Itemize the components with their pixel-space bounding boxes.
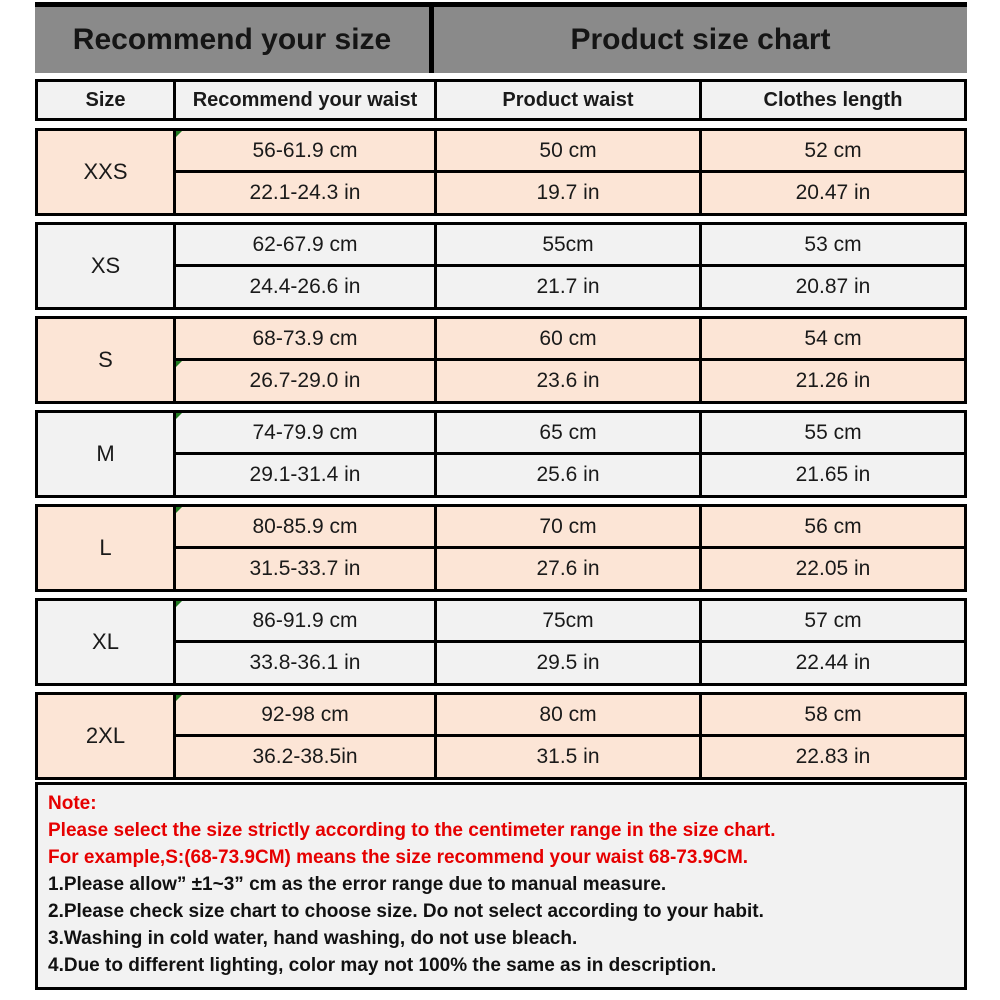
cell-length-cm: 57 cm (702, 601, 964, 640)
note-line-5: 3.Washing in cold water, hand washing, do not use bleach. (48, 928, 578, 949)
cell-product-cm: 70 cm (437, 507, 699, 546)
size-label: 2XL (38, 695, 173, 777)
col-header-clothes-length: Clothes length (702, 82, 964, 118)
size-label: XXS (38, 131, 173, 213)
cell-product-in: 19.7 in (437, 173, 699, 213)
size-label: XS (38, 225, 173, 307)
cell-product-cm: 65 cm (437, 413, 699, 452)
cell-length-cm: 52 cm (702, 131, 964, 170)
cell-length-cm: 53 cm (702, 225, 964, 264)
col-header-product-waist: Product waist (437, 82, 699, 118)
column-header-row (35, 79, 967, 121)
cell-waist-cm: 62-67.9 cm (176, 225, 434, 264)
cell-product-in: 27.6 in (437, 549, 699, 589)
cell-product-cm: 55cm (437, 225, 699, 264)
cell-waist-in: 36.2-38.5in (176, 737, 434, 777)
note-title: Note: (48, 793, 97, 814)
cell-product-cm: 50 cm (437, 131, 699, 170)
size-row-xl (35, 598, 967, 686)
cell-product-in: 23.6 in (437, 361, 699, 401)
cell-waist-in: 33.8-36.1 in (176, 643, 434, 683)
cell-waist-cm: 56-61.9 cm (176, 131, 434, 170)
cell-waist-in: 24.4-26.6 in (176, 267, 434, 307)
size-label: XL (38, 601, 173, 683)
cell-length-cm: 55 cm (702, 413, 964, 452)
size-label: S (38, 319, 173, 401)
cell-product-cm: 75cm (437, 601, 699, 640)
size-label: L (38, 507, 173, 589)
cell-waist-cm: 74-79.9 cm (176, 413, 434, 452)
size-row-xxs (35, 128, 967, 216)
col-header-recommend-waist: Recommend your waist (176, 82, 434, 118)
size-row-xs (35, 222, 967, 310)
header-recommend-your-size: Recommend your size (35, 7, 434, 73)
cell-waist-in: 29.1-31.4 in (176, 455, 434, 495)
cell-product-in: 29.5 in (437, 643, 699, 683)
cell-waist-cm: 80-85.9 cm (176, 507, 434, 546)
cell-waist-in: 26.7-29.0 in (176, 361, 434, 401)
cell-waist-in: 22.1-24.3 in (176, 173, 434, 213)
cell-length-in: 20.87 in (702, 267, 964, 307)
size-row-m (35, 410, 967, 498)
cell-length-cm: 58 cm (702, 695, 964, 734)
cell-length-in: 22.83 in (702, 737, 964, 777)
note-line-1: Please select the size strictly according to the centimeter range in the size chart. (48, 820, 776, 841)
cell-length-in: 22.05 in (702, 549, 964, 589)
col-header-size: Size (38, 82, 173, 118)
cell-length-in: 20.47 in (702, 173, 964, 213)
cell-length-in: 21.26 in (702, 361, 964, 401)
note-line-4: 2.Please check size chart to choose size. Do not select according to your habit. (48, 901, 764, 922)
cell-product-cm: 60 cm (437, 319, 699, 358)
header-product-size-chart: Product size chart (570, 23, 831, 56)
note-line-2: For example,S:(68-73.9CM) means the size recommend your waist 68-73.9CM. (48, 847, 749, 868)
cell-length-in: 22.44 in (702, 643, 964, 683)
cell-length-cm: 54 cm (702, 319, 964, 358)
cell-waist-cm: 92-98 cm (176, 695, 434, 734)
cell-waist-cm: 86-91.9 cm (176, 601, 434, 640)
cell-product-in: 25.6 in (437, 455, 699, 495)
cell-product-in: 21.7 in (437, 267, 699, 307)
note-line-6: 4.Due to different lighting, color may not 100% the same as in description. (48, 955, 717, 976)
cell-waist-cm: 68-73.9 cm (176, 319, 434, 358)
size-chart (35, 2, 967, 990)
main-header-row (35, 2, 967, 73)
cell-length-in: 21.65 in (702, 455, 964, 495)
note-line-3: 1.Please allow” ±1~3” cm as the error range due to manual measure. (48, 874, 667, 895)
note-box (35, 782, 967, 990)
size-label: M (38, 413, 173, 495)
size-row-l (35, 504, 967, 592)
size-row-s (35, 316, 967, 404)
cell-product-in: 31.5 in (437, 737, 699, 777)
cell-length-cm: 56 cm (702, 507, 964, 546)
cell-waist-in: 31.5-33.7 in (176, 549, 434, 589)
cell-product-cm: 80 cm (437, 695, 699, 734)
size-row-2xl (35, 692, 967, 780)
